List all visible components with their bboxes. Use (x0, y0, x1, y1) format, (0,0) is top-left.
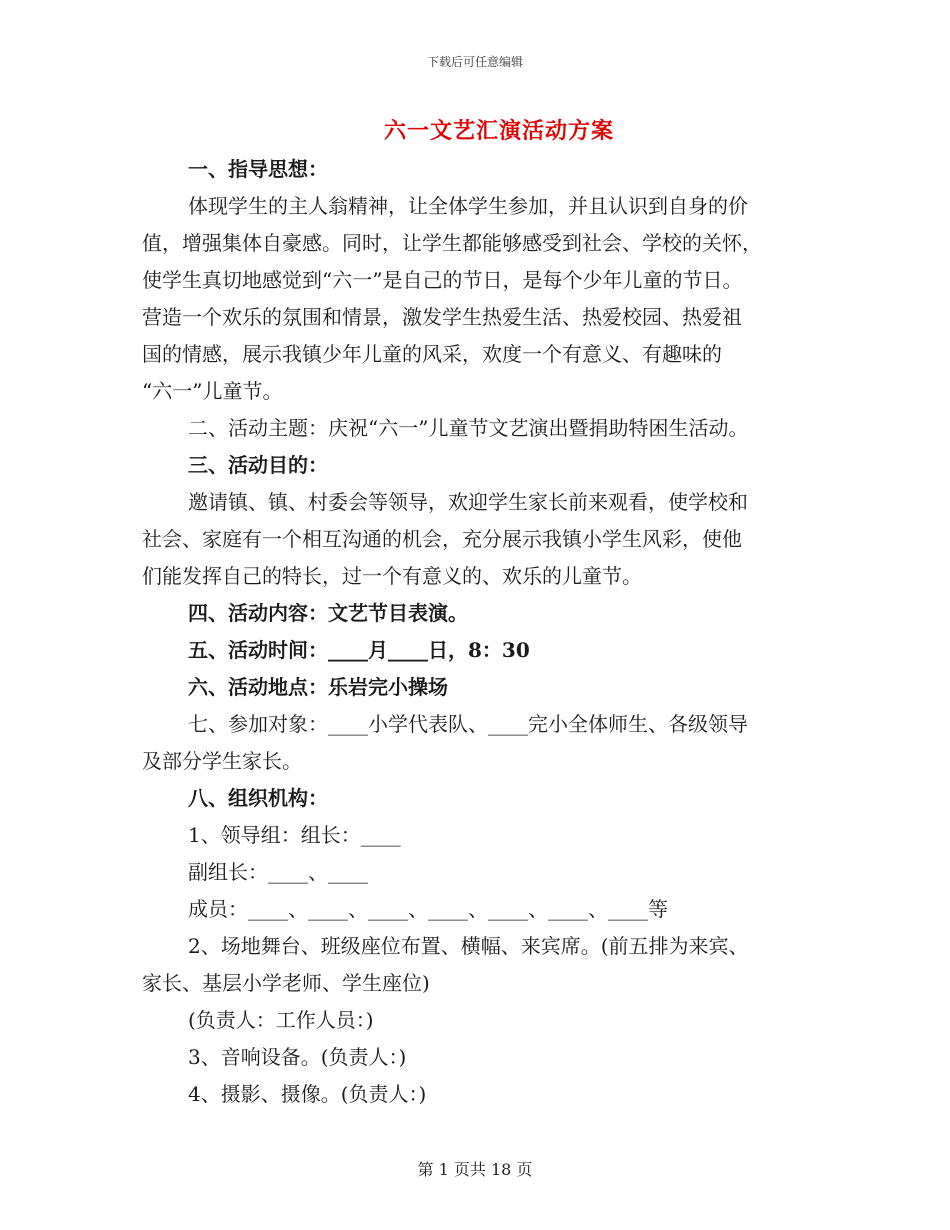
section-heading: 八、组织机构： (188, 786, 328, 810)
section-heading: 三、活动目的： (188, 453, 328, 477)
body-line: 七、参加对象：____小学代表队、____完小全体师生、各级领导 (188, 712, 748, 736)
body-line: 成员：____、____、____、____、____、____、____等 (188, 897, 668, 921)
body-line: 及部分学生家长。 (142, 749, 302, 773)
body-line: 使学生真切地感觉到“六一”是自己的节日，是每个少年儿童的节日。 (142, 268, 743, 292)
body-line: 家长、基层小学老师、学生座位) (142, 971, 430, 995)
section-heading: 五、活动时间：____月____日，8：30 (188, 638, 530, 662)
body-line: 国的情感，展示我镇少年儿童的风采，欢度一个有意义、有趣味的 (142, 342, 722, 366)
body-line: 二、活动主题：庆祝“六一”儿童节文艺演出暨捐助特困生活动。 (188, 416, 749, 440)
body-line: 2、场地舞台、班级座位布置、横幅、来宾席。(前五排为来宾、 (188, 934, 749, 958)
body-line: 3、音响设备。(负责人：) (188, 1045, 407, 1069)
body-line: 体现学生的主人翁精神，让全体学生参加，并且认识到自身的价 (188, 194, 748, 218)
page-footer: 第 1 页共 18 页 (417, 1160, 533, 1179)
body-line: “六一”儿童节。 (142, 379, 283, 403)
body-line: 邀请镇、镇、村委会等领导，欢迎学生家长前来观看，使学校和 (188, 490, 748, 514)
section-heading: 四、活动内容：文艺节目表演。 (188, 601, 468, 625)
body-line: 们能发挥自己的特长，过一个有意义的、欢乐的儿童节。 (142, 564, 642, 588)
body-line: 4、摄影、摄像。(负责人：) (188, 1082, 427, 1106)
body-line: (负责人：工作人员：) (188, 1008, 374, 1032)
body-line: 营造一个欢乐的氛围和情景，激发学生热爱生活、热爱校园、热爱祖 (142, 305, 742, 329)
section-heading: 六、活动地点：乐岩完小操场 (188, 675, 448, 699)
header-note: 下载后可任意编辑 (426, 55, 523, 69)
document-title: 六一文艺汇演活动方案 (383, 118, 614, 144)
body-line: 社会、家庭有一个相互沟通的机会，充分展示我镇小学生风彩，使他 (142, 527, 742, 551)
body-line: 1、领导组：组长：____ (188, 823, 401, 847)
section-heading: 一、指导思想： (188, 157, 328, 181)
body-line: 值，增强集体自豪感。同时，让学生都能够感受到社会、学校的关怀， (142, 231, 762, 255)
body-line: 副组长：____、____ (188, 860, 368, 884)
